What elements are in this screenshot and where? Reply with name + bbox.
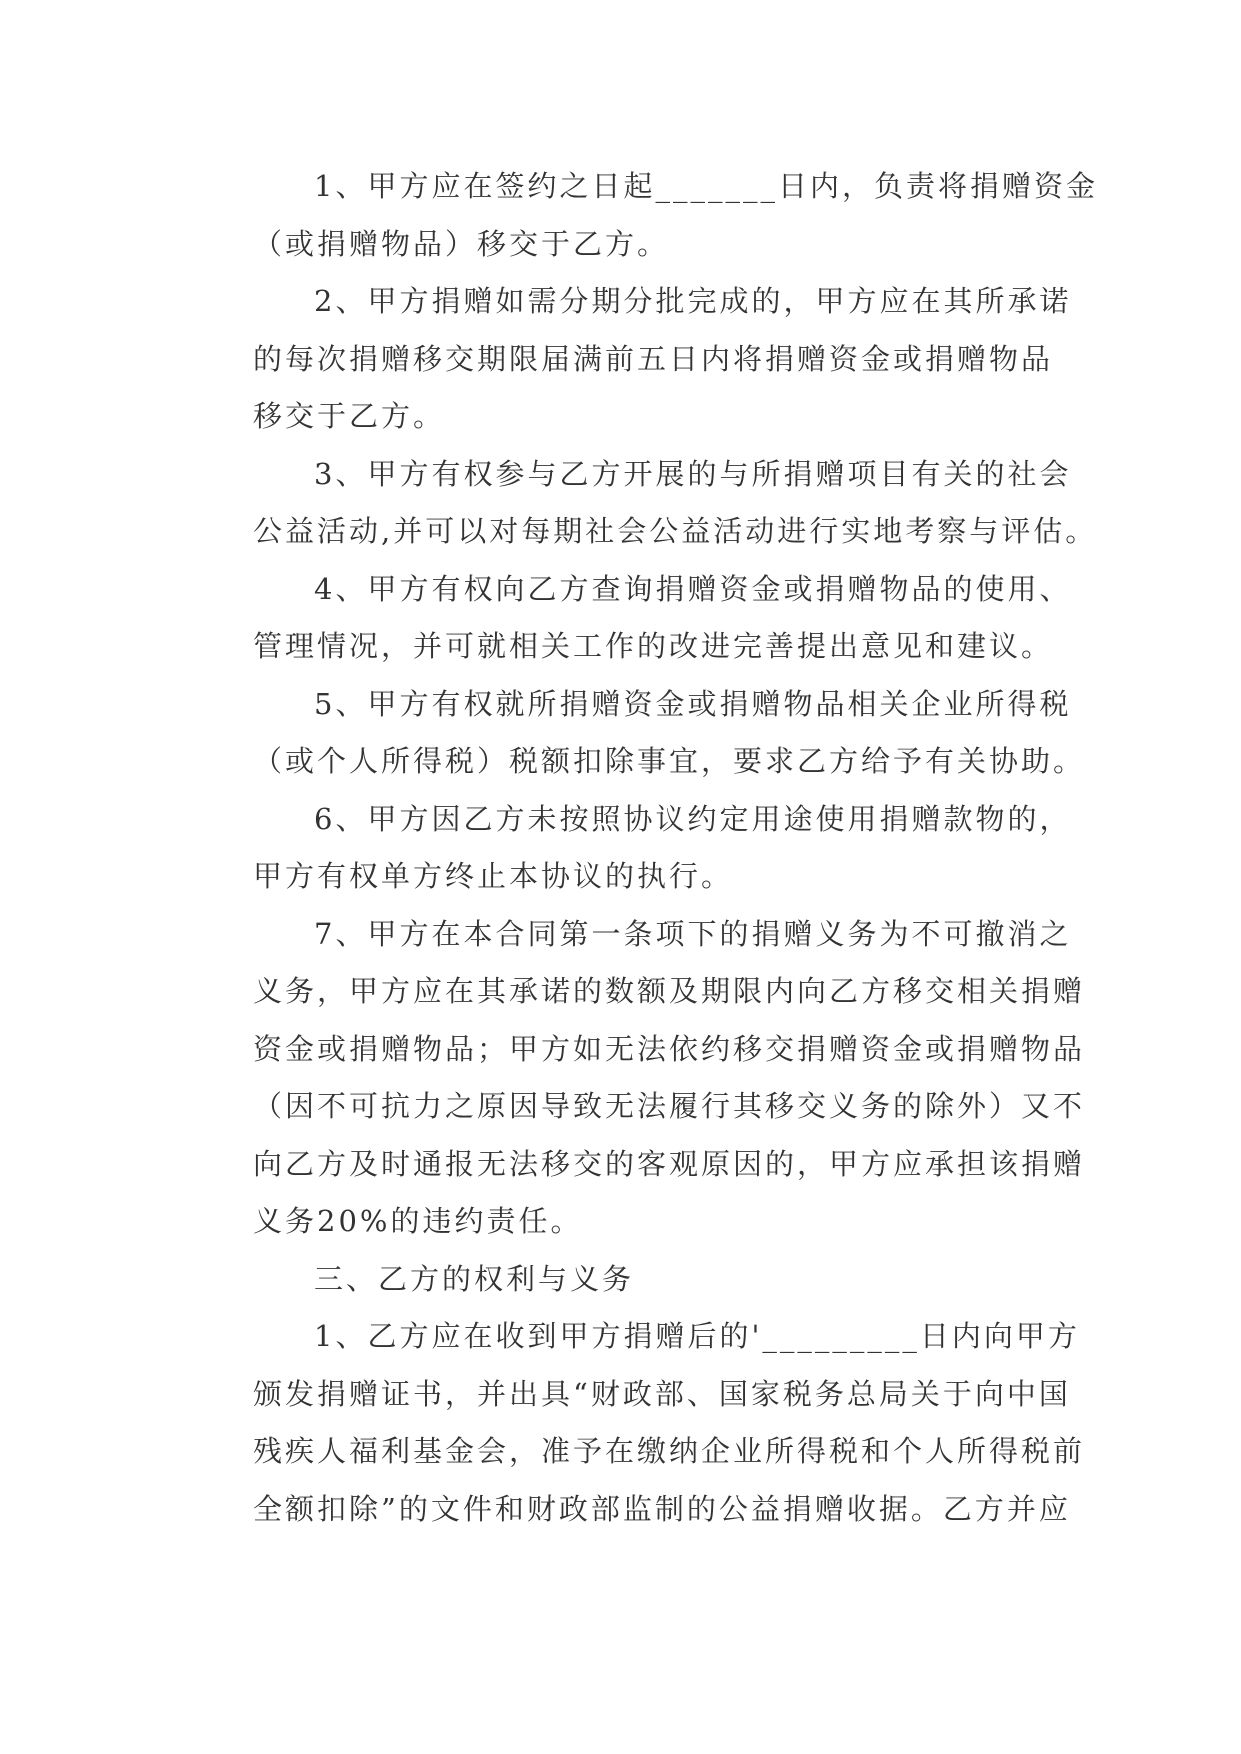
text-line: 1、乙方应在收到甲方捐赠后的'_________日内向甲方 xyxy=(314,1319,1080,1353)
text-line: 甲方有权单方终止本协议的执行。 xyxy=(253,859,734,893)
text-line: （或个人所得税）税额扣除事宜，要求乙方给予有关协助。 xyxy=(253,744,1086,778)
text-line: 1、甲方应在签约之日起_______日内，负责将捐赠资金 xyxy=(314,169,1098,203)
text-line: 义务20%的违约责任。 xyxy=(253,1204,583,1238)
clause-3 xyxy=(192,446,1098,561)
text-line: 5、甲方有权就所捐赠资金或捐赠物品相关企业所得税 xyxy=(314,686,1072,721)
text-line: 全额扣除”的文件和财政部监制的公益捐赠收据。乙方并应 xyxy=(253,1491,1071,1526)
text-line: 的每次捐赠移交期限届满前五日内将捐赠资金或捐赠物品 xyxy=(253,341,1054,376)
text-line: （因不可抗力之原因导致无法履行其移交义务的除外）又不 xyxy=(253,1089,1086,1123)
text-line: 管理情况，并可就相关工作的改进完善提出意见和建议。 xyxy=(253,629,1054,663)
text-line: 残疾人福利基金会，准予在缴纳企业所得税和个人所得税前 xyxy=(253,1434,1086,1468)
section-heading xyxy=(192,1251,1052,1309)
text-line: 6、甲方因乙方未按照协议约定用途使用捐赠款物的， xyxy=(314,801,1072,836)
document-body xyxy=(192,158,1098,1538)
text-line: 7、甲方在本合同第一条项下的捐赠义务为不可撤消之 xyxy=(314,916,1072,951)
clause-5 xyxy=(192,676,1086,791)
clause-4 xyxy=(192,561,1072,676)
clause-1 xyxy=(192,158,1098,273)
text-line: 2、甲方捐赠如需分期分批完成的，甲方应在其所承诺 xyxy=(314,284,1072,318)
text-line: 向乙方及时通报无法移交的客观原因的，甲方应承担该捐赠 xyxy=(253,1146,1086,1181)
text-line: 资金或捐赠物品；甲方如无法依约移交捐赠资金或捐赠物品 xyxy=(253,1031,1086,1066)
text-line: 移交于乙方。 xyxy=(253,399,446,433)
text-line: 义务，甲方应在其承诺的数额及期限内向乙方移交相关捐赠 xyxy=(253,974,1086,1008)
clause-b1 xyxy=(192,1308,1086,1538)
clause-6 xyxy=(192,791,1072,906)
text-line: 3、甲方有权参与乙方开展的与所捐赠项目有关的社会 xyxy=(314,456,1072,491)
text-line: （或捐赠物品）移交于乙方。 xyxy=(253,226,670,261)
heading-line: 三、乙方的权利与义务 xyxy=(314,1261,635,1296)
text-line: 4、甲方有权向乙方查询捐赠资金或捐赠物品的使用、 xyxy=(314,571,1072,606)
clause-7 xyxy=(192,906,1086,1251)
clause-2 xyxy=(192,273,1072,446)
text-line: 公益活动,并可以对每期社会公益活动进行实地考察与评估。 xyxy=(253,514,1098,548)
text-line: 颁发捐赠证书，并出具“财政部、国家税务总局关于向中国 xyxy=(253,1376,1071,1411)
